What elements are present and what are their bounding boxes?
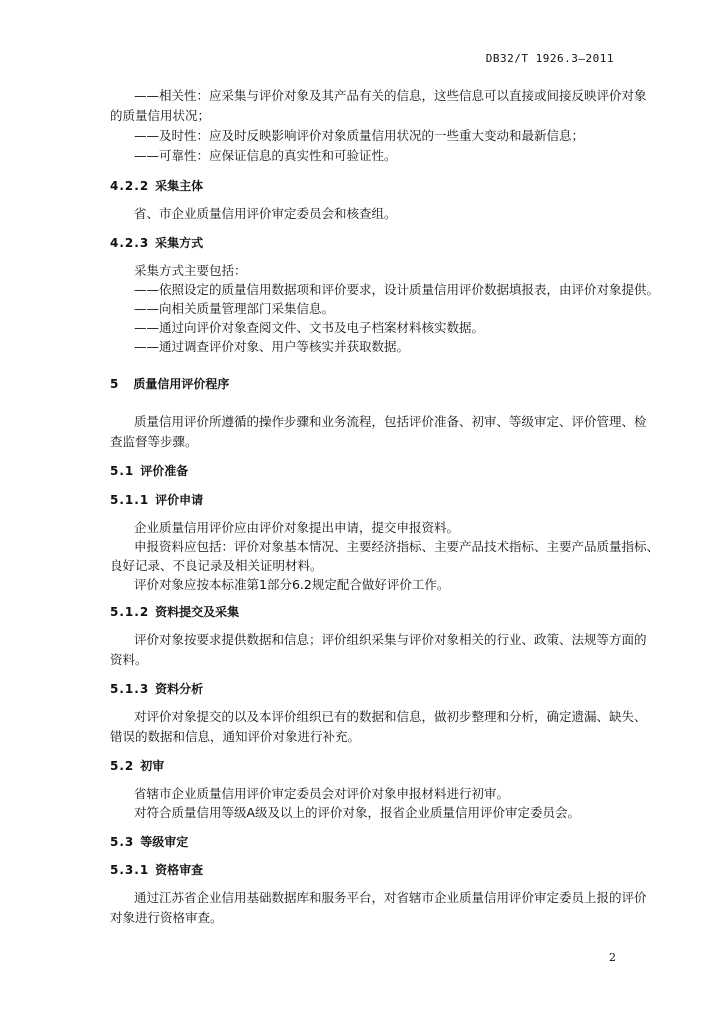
section-title: 质量信用评价程序 — [133, 377, 230, 391]
section-number: 5.3.1 — [110, 863, 150, 877]
section-number: 5.3 — [110, 835, 135, 849]
bullet-reliability: ——可靠性：应保证信息的真实性和可验证性。 — [134, 148, 397, 163]
section-title: 初审 — [140, 759, 165, 773]
section-title: 采集方式 — [155, 236, 204, 250]
section-heading-5-1-3 — [110, 681, 203, 697]
paragraph-line: 申报资料应包括：评价对象基本情况、主要经济指标、主要产品技术指标、主要产品质量指标、 — [134, 539, 660, 554]
section-heading-5-1 — [110, 463, 188, 479]
section-title: 资格审查 — [155, 863, 204, 877]
bullet-relevance: ——相关性：应采集与评价对象及其产品有关的信息，这些信息可以直接或间接反映评价对象 — [134, 88, 647, 103]
paragraph-line: 企业质量信用评价应由评价对象提出申请，提交申报资料。 — [134, 520, 460, 535]
section-title: 评价申请 — [155, 493, 204, 507]
paragraph-line: 省辖市企业质量信用评价审定委员会对评价对象申报材料进行初审。 — [134, 786, 510, 801]
paragraph-line: 对象进行资格审查。 — [110, 910, 223, 925]
section-heading-4-2-2 — [110, 178, 203, 194]
section-heading-5-1-2 — [110, 604, 239, 620]
section-title: 资料分析 — [155, 682, 204, 696]
section-number: 5 — [110, 377, 120, 391]
section-number: 5.1.3 — [110, 682, 150, 696]
section-number: 5.1.2 — [110, 605, 150, 619]
section-heading-5-3-1 — [110, 862, 203, 878]
section-title: 等级审定 — [140, 835, 189, 849]
paragraph-line: 良好记录、不良记录及相关证明材料。 — [110, 558, 323, 573]
section-title: 采集主体 — [155, 179, 204, 193]
paragraph-line: 的质量信用状况； — [110, 108, 211, 123]
bullet-item: ——通过调查评价对象、用户等核实并获取数据。 — [134, 339, 410, 354]
section-heading-5-1-1 — [110, 492, 203, 508]
paragraph-line: 采集方式主要包括： — [134, 263, 247, 278]
paragraph-line: 评价对象应按本标准第1部分6.2规定配合做好评价工作。 — [134, 577, 450, 592]
bullet-item: ——通过向评价对象查阅文件、文书及电子档案材料核实数据。 — [134, 320, 485, 335]
section-number: 5.1.1 — [110, 493, 150, 507]
chapter-heading-5 — [110, 376, 229, 392]
bullet-item: ——依照设定的质量信用数据项和评价要求，设计质量信用评价数据填报表，由评价对象提供。 — [134, 282, 660, 297]
page-number: 2 — [609, 951, 616, 964]
paragraph-line: 对评价对象提交的以及本评价组织已有的数据和信息，做初步整理和分析，确定遗漏、缺失、 — [134, 709, 647, 724]
section-title: 评价准备 — [140, 464, 189, 478]
paragraph-line: 省、市企业质量信用评价审定委员会和核查组。 — [134, 206, 397, 221]
section-heading-5-3 — [110, 834, 188, 850]
section-number: 5.1 — [110, 464, 135, 478]
paragraph-line: 查监督等步骤。 — [110, 434, 198, 449]
paragraph-line: 对符合质量信用等级A级及以上的评价对象，报省企业质量信用评价审定委员会。 — [134, 805, 581, 820]
paragraph-line: 质量信用评价所遵循的操作步骤和业务流程，包括评价准备、初审、等级审定、评价管理、检 — [134, 414, 647, 429]
section-number: 4.2.3 — [110, 236, 150, 250]
section-number: 4.2.2 — [110, 179, 150, 193]
paragraph-line: 资料。 — [110, 652, 148, 667]
section-heading-4-2-3 — [110, 235, 203, 251]
paragraph-line: 通过江苏省企业信用基础数据库和服务平台，对省辖市企业质量信用评价审定委员上报的评价 — [134, 890, 647, 905]
document-code-header: DB32/T 1926.3—2011 — [485, 52, 614, 65]
section-number: 5.2 — [110, 759, 135, 773]
section-title: 资料提交及采集 — [155, 605, 240, 619]
bullet-timeliness: ——及时性：应及时反映影响评价对象质量信用状况的一些重大变动和最新信息； — [134, 128, 585, 143]
section-heading-5-2 — [110, 758, 164, 774]
bullet-item: ——向相关质量管理部门采集信息。 — [134, 301, 335, 316]
paragraph-line: 错误的数据和信息，通知评价对象进行补充。 — [110, 729, 361, 744]
paragraph-line: 评价对象按要求提供数据和信息；评价组织采集与评价对象相关的行业、政策、法规等方面的 — [134, 632, 647, 647]
